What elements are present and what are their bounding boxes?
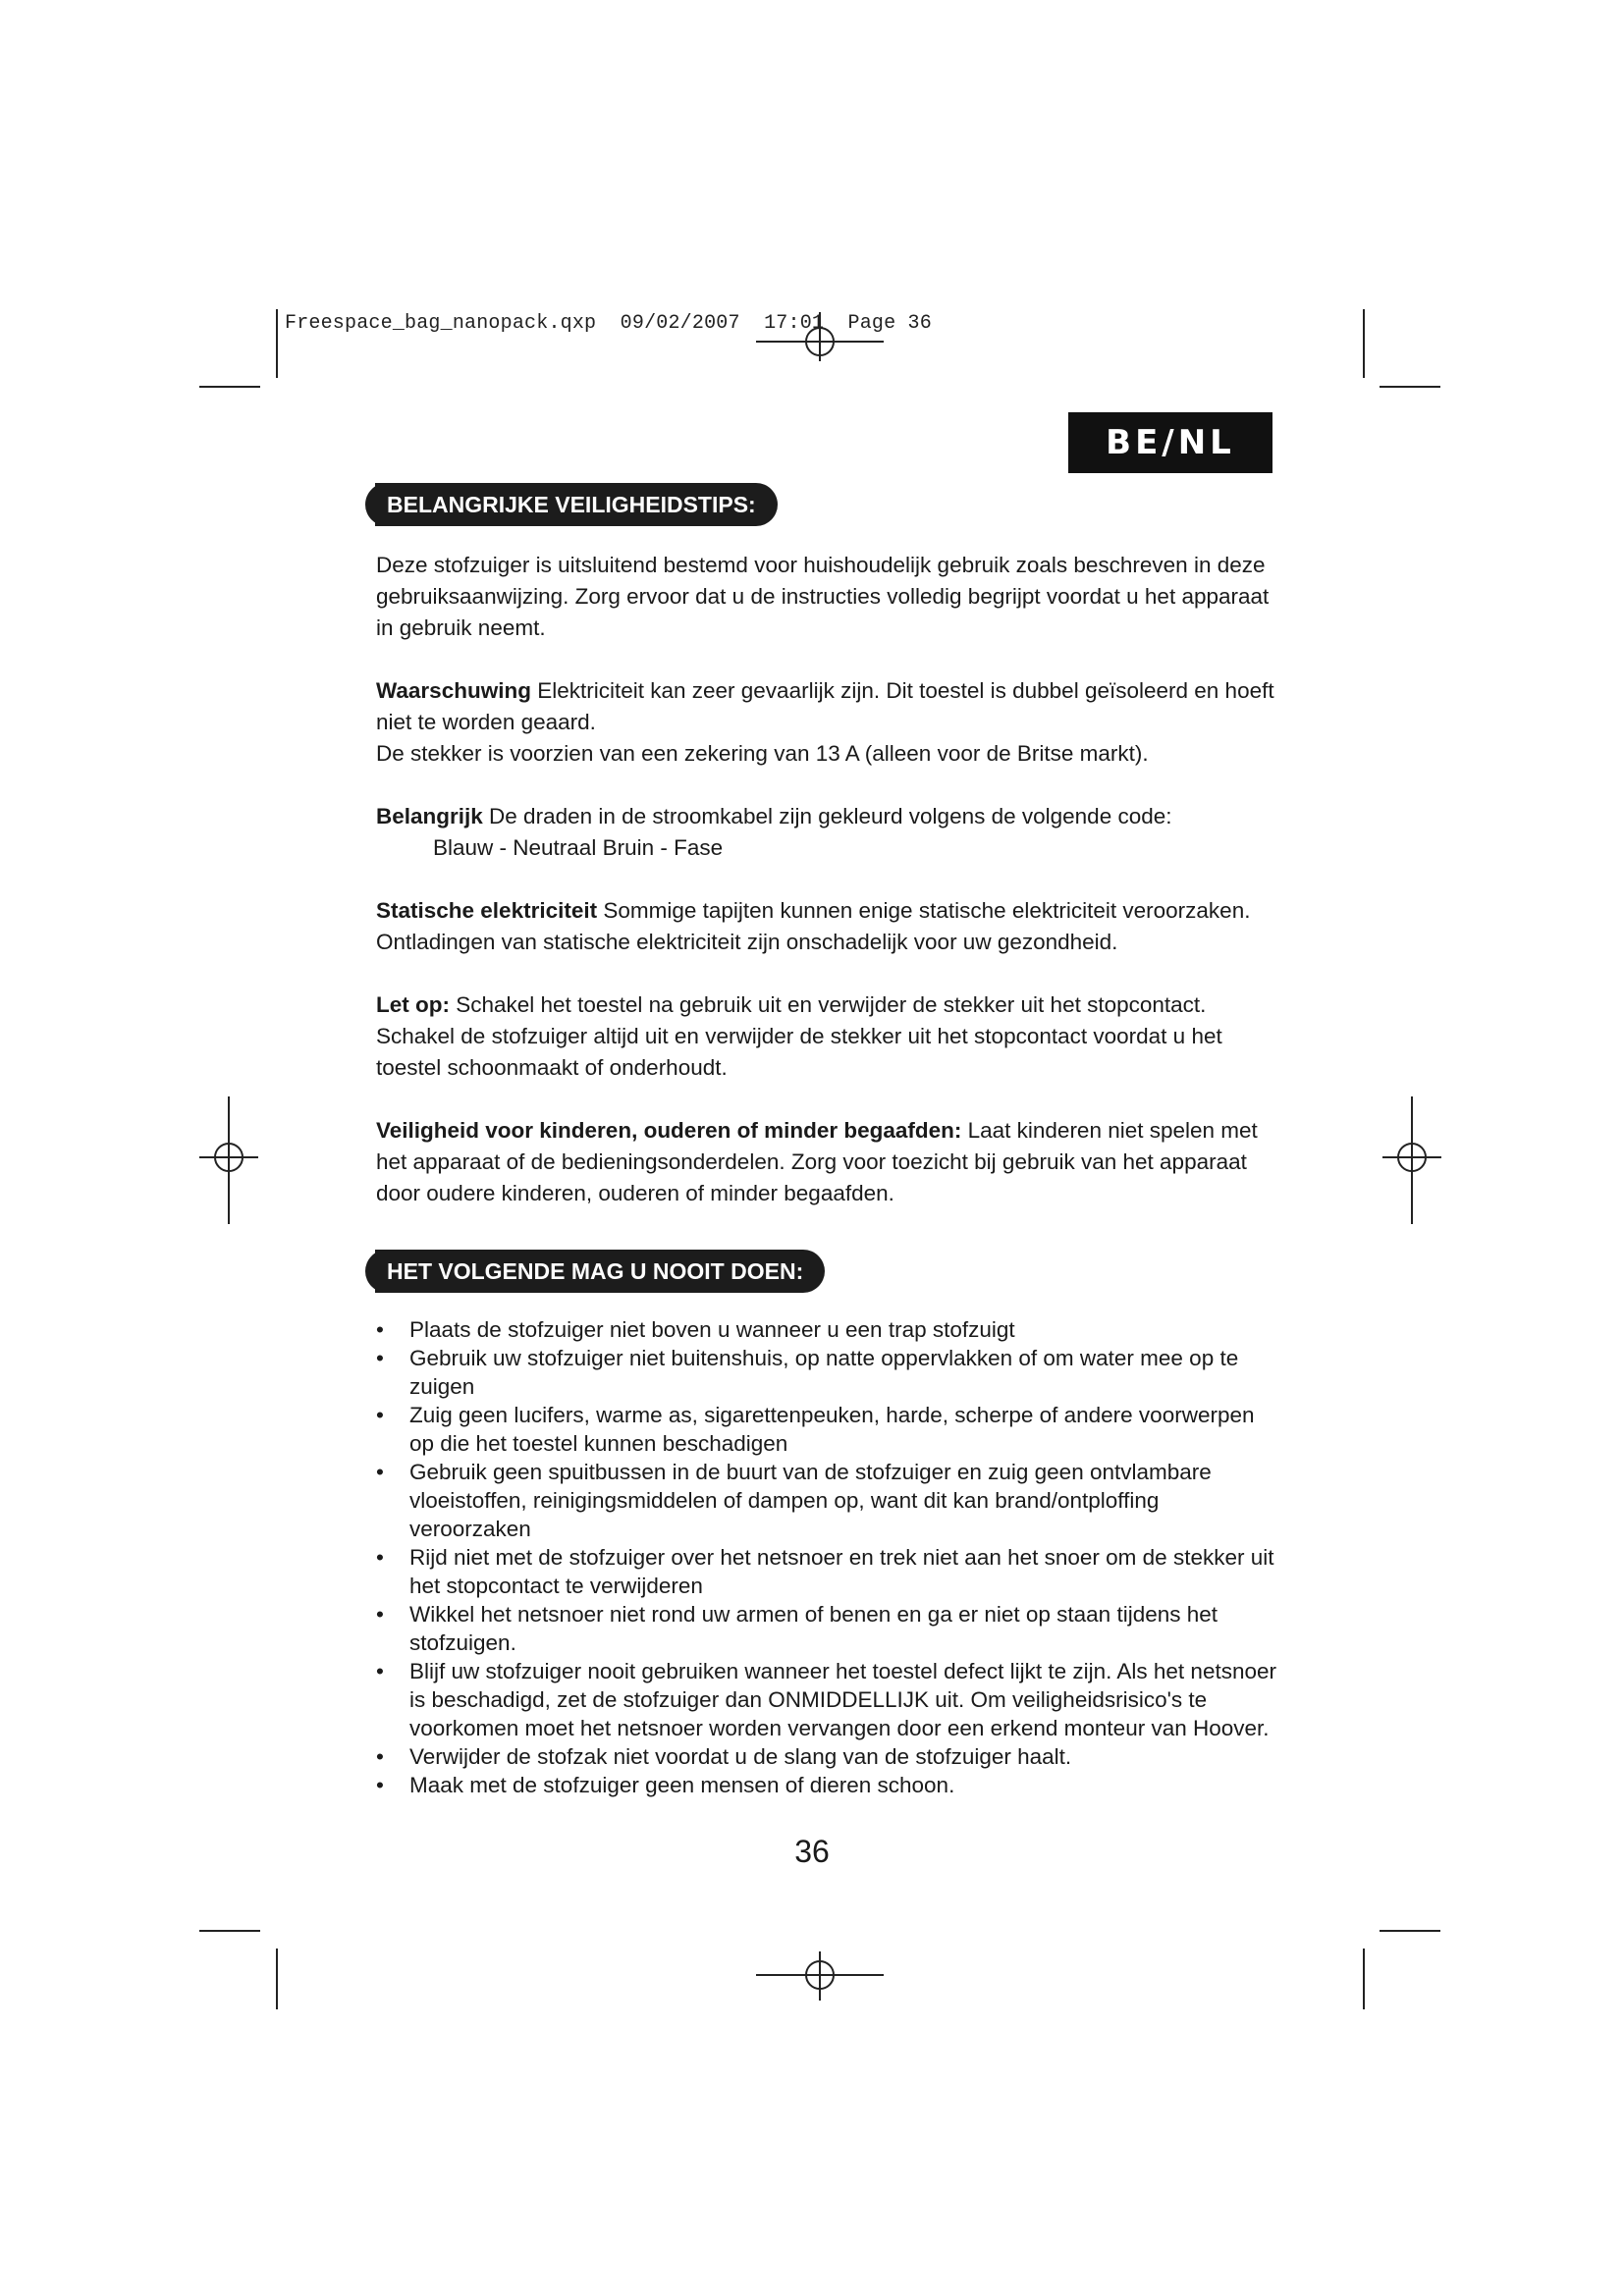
bullet-icon: •: [376, 1317, 384, 1342]
list-item: • Blijf uw stofzuiger nooit gebruiken wanneer het toestel defect lijkt te zijn. Als het netsnoer is beschadigd, zet de stofzuiger dan ONMIDDELLIJK uit. Om veiligheidsrisico's te voorkomen moet het netsnoer worden vervangen door een erkend monteur van Hoover.: [376, 1659, 1276, 1740]
list-item: • Verwijder de stofzak niet voordat u de slang van de stofzuiger haalt.: [376, 1744, 1072, 1769]
never-do-list: [376, 1315, 1279, 1799]
static-text: Sommige tapijten kunnen enige statische elektriciteit veroorzaken. Ontladingen van statische elektriciteit zijn onschadelijk voor uw gezondheid.: [376, 898, 1251, 954]
important-label: Belangrijk: [376, 804, 483, 828]
section-heading-never-do: HET VOLGENDE MAG U NOOIT DOEN:: [375, 1250, 825, 1293]
registration-mark-top-icon: [756, 312, 884, 361]
letop-paragraph: [376, 989, 1279, 1084]
static-paragraph: [376, 895, 1279, 958]
crop-mark-top-left-vertical: [276, 309, 278, 378]
children-label: Veiligheid voor kinderen, ouderen of minder begaafden:: [376, 1118, 962, 1143]
crop-mark-bottom-right-vertical: [1363, 1949, 1365, 2009]
list-item: • Rijd niet met de stofzuiger over het netsnoer en trek niet aan het snoer om de stekker uit het stopcontact te verwijderen: [376, 1545, 1274, 1598]
registration-mark-bottom-icon: [756, 1951, 884, 2001]
list-item: • Wikkel het netsnoer niet rond uw armen of benen en ga er niet op staan tijdens het stofzuigen.: [376, 1602, 1218, 1655]
language-badge: BE/NL: [1068, 412, 1272, 473]
warning-paragraph: [376, 675, 1279, 738]
children-paragraph: [376, 1115, 1279, 1209]
bullet-icon: •: [376, 1602, 384, 1627]
bullet-icon: •: [376, 1460, 384, 1484]
safety-tips-body: [376, 550, 1279, 1209]
wire-color-code: Blauw - Neutraal Bruin - Fase: [433, 835, 724, 860]
important-paragraph: [376, 801, 1279, 832]
crop-mark-top-right-horizontal: [1380, 386, 1440, 388]
crop-mark-bottom-right-horizontal: [1380, 1930, 1440, 1932]
never-do-body: [376, 1315, 1279, 1799]
children-text: Laat kinderen niet spelen met het apparaat of de bedieningsonderdelen. Zorg voor toezicht bij gebruik van het apparaat door oudere kinderen, ouderen of minder begaafden.: [376, 1118, 1258, 1205]
bullet-icon: •: [376, 1773, 384, 1797]
bullet-icon: •: [376, 1403, 384, 1427]
warning-text: Elektriciteit kan zeer gevaarlijk zijn. Dit toestel is dubbel geïsoleerd en hoeft niet te worden geaard.: [376, 678, 1274, 734]
slug-filename: Freespace_bag_nanopack.qxp: [285, 312, 597, 335]
registration-mark-right-icon: [1382, 1096, 1441, 1224]
list-item: • Gebruik uw stofzuiger niet buitenshuis, op natte oppervlakken of om water mee op te zuigen: [376, 1346, 1239, 1399]
slug-date: 09/02/2007: [620, 312, 740, 335]
bullet-icon: •: [376, 1545, 384, 1570]
slug-time: 17:01: [764, 312, 825, 335]
page-number: 36: [794, 1834, 830, 1869]
list-item: • Plaats de stofzuiger niet boven u wanneer u een trap stofzuigt: [376, 1317, 1015, 1342]
section-heading-safety-tips: BELANGRIJKE VEILIGHEIDSTIPS:: [375, 483, 778, 526]
crop-mark-top-left-horizontal: [199, 386, 260, 388]
crop-mark-bottom-left-horizontal: [199, 1930, 260, 1932]
bullet-icon: •: [376, 1346, 384, 1370]
bullet-icon: •: [376, 1744, 384, 1769]
list-item: • Gebruik geen spuitbussen in de buurt van de stofzuiger en zuig geen ontvlambare vloeistoffen, reinigingsmiddelen of dampen op, want dit kan brand/ontploffing veroorzaken: [376, 1460, 1212, 1541]
slug-page: Page 36: [847, 312, 932, 335]
intro-paragraph: Deze stofzuiger is uitsluitend bestemd voor huishoudelijk gebruik zoals beschreven in deze gebruiksaanwijzing. Zorg ervoor dat u de instructies volledig begrijpt voordat u het apparaat in gebruik neemt.: [376, 553, 1270, 640]
letop-label: Let op:: [376, 992, 450, 1017]
list-item: • Maak met de stofzuiger geen mensen of dieren schoon.: [376, 1773, 955, 1797]
list-item: • Zuig geen lucifers, warme as, sigarettenpeuken, harde, scherpe of andere voorwerpen op die het toestel kunnen beschadigen: [376, 1403, 1255, 1456]
letop-text: Schakel het toestel na gebruik uit en verwijder de stekker uit het stopcontact. Schakel de stofzuiger altijd uit en verwijder de stekker uit het stopcontact voordat u het toestel schoonmaakt of onderhoudt.: [376, 992, 1222, 1080]
fuse-paragraph: De stekker is voorzien van een zekering van 13 A (alleen voor de Britse markt).: [376, 741, 1149, 766]
crop-mark-top-right-vertical: [1363, 309, 1365, 378]
static-label: Statische elektriciteit: [376, 898, 598, 923]
registration-mark-left-icon: [199, 1096, 258, 1224]
crop-mark-bottom-left-vertical: [276, 1949, 278, 2009]
warning-label: Waarschuwing: [376, 678, 531, 703]
important-text: De draden in de stroomkabel zijn gekleurd volgens de volgende code:: [482, 804, 1172, 828]
bullet-icon: •: [376, 1659, 384, 1683]
